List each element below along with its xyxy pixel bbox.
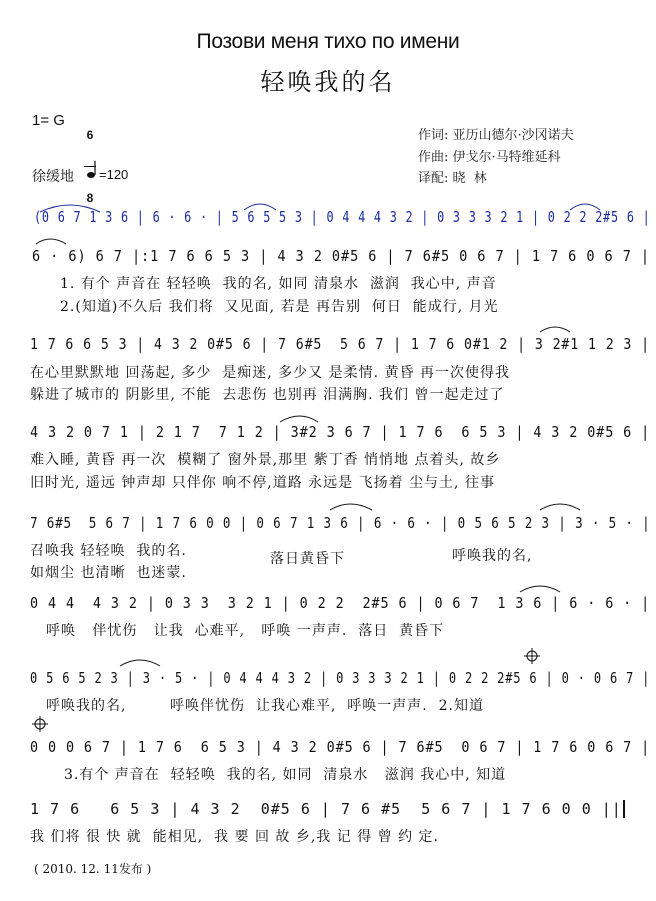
system-5-refrain-1: 落日黄昏下 bbox=[270, 551, 345, 567]
slur-sys4 bbox=[280, 416, 318, 422]
system-5-refrain-2: 呼唤我的名, bbox=[452, 548, 533, 564]
system-5-music: 7 6#5 5 6 7 | 1 7 6 0 0 | 0 6 7 1 3 6 | 6 · 6 · | 0 5 6 5 2 3 | 3 · 5 · | bbox=[30, 514, 651, 532]
lyricist-credit: 作词: 亚历山德尔·沙冈诺夫 bbox=[418, 128, 574, 143]
system-5-lyric-2: 如烟尘 也清晰 也迷蒙. bbox=[30, 565, 187, 581]
system-7-lyric-1: 呼唤我的名, 呼唤伴忧伤 让我心难平, 呼唤一声声. 2.知道 bbox=[46, 698, 485, 714]
system-4-lyric-1: 难入睡, 黄昏 再一次 模糊了 窗外景,那里 紫丁香 悄悄地 点着头, 故乡 bbox=[30, 452, 501, 468]
composer-credit: 作曲: 伊戈尔·马特维延科 bbox=[418, 150, 561, 165]
arranger-credit: 译配: 晓 林 bbox=[418, 171, 487, 186]
meter-bottom: 8 bbox=[86, 191, 94, 205]
slur-sys2 bbox=[36, 239, 66, 244]
tempo-marking: 徐缓地 bbox=[32, 169, 74, 185]
slur-sys3 bbox=[540, 327, 570, 332]
system-7-music: 0 5 6 5 2 3 | 3 · 5 · | 0 4 4 4 3 2 | 0 3 3 3 2 1 | 0 2 2 2#5 6 | 0 · 0 6 7 | bbox=[30, 669, 651, 687]
slur-intro-1 bbox=[40, 205, 100, 212]
slur-sys6 bbox=[520, 586, 560, 592]
system-4-music: 4 3 2 0 7 1 | 2 1 7 7 1 2 | 3#2 3 6 7 | 1 7 6 6 5 3 | 4 3 2 0#5 6 | bbox=[30, 423, 651, 441]
slur-sys5b bbox=[540, 504, 580, 510]
tempo-value: =120 bbox=[99, 167, 129, 182]
system-3-lyric-2: 躲进了城市的 阴影里, 不能 去悲伤 也别再 泪满胸. 我们 曾一起走过了 bbox=[30, 387, 505, 403]
slur-sys5a bbox=[330, 504, 372, 510]
slur-intro-3 bbox=[570, 204, 600, 210]
release-date: ( 2010. 12. 11发布 ) bbox=[34, 862, 152, 876]
system-6-lyric-1: 呼唤 伴忧伤 让我 心难平, 呼唤 一声声. 落日 黄昏下 bbox=[46, 623, 445, 639]
key-signature: 1= G bbox=[32, 112, 65, 129]
system-2-music: 6 · 6) 6 7 |:1 7 6 6 5 3 | 4 3 2 0#5 6 | 7 6#5 0 6 7 | 1 7 6 0 6 7 | bbox=[32, 247, 650, 265]
system-3-lyric-1: 在心里默默地 回荡起, 多少 是痴迷, 多少又 是柔情. 黄昏 再一次使得我 bbox=[30, 365, 510, 381]
title-russian: Позови меня тихо по имени bbox=[196, 30, 460, 53]
system-1-music: (0 6 7 1 3 6 | 6 · 6 · | 5 6 5 5 3 | 0 4 4 4 3 2 | 0 3 3 3 2 1 | 0 2 2 2#5 6 | bbox=[34, 208, 651, 226]
title-chinese: 轻唤我的名 bbox=[260, 68, 396, 96]
system-5-lyric-1: 召唤我 轻轻唤 我的名. bbox=[30, 543, 187, 559]
system-9-lyric-1: 我 们将 很 快 就 能相见, 我 要 回 故 乡,我 记 得 曾 约 定. bbox=[30, 829, 440, 845]
slur-intro-2 bbox=[244, 204, 276, 210]
system-3-music: 1 7 6 6 5 3 | 4 3 2 0#5 6 | 7 6#5 5 6 7 | 1 7 6 0#1 2 | 3 2#1 1 2 3 | bbox=[30, 335, 651, 353]
system-8-lyric-1: 3.有个 声音在 轻轻唤 我的名, 如同 清泉水 滋润 我心中, 知道 bbox=[64, 767, 507, 783]
system-9-music: 1 7 6 6 5 3 | 4 3 2 0#5 6 | 7 6 #5 5 6 7 | 1 7 6 0 0 || bbox=[30, 800, 622, 818]
system-2-lyric-1: 1. 有个 声音在 轻轻唤 我的名, 如同 清泉水 滋润 我心中, 声音 bbox=[60, 276, 497, 292]
system-6-music: 0 4 4 4 3 2 | 0 3 3 3 2 1 | 0 2 2 2#5 6 | 0 6 7 1 3 6 | 6 · 6 · | bbox=[30, 594, 651, 612]
coda-icon bbox=[32, 648, 540, 732]
system-4-lyric-2: 旧时光, 遥远 钟声却 只伴你 响不停,道路 永远是 飞扬着 尘与土, 往事 bbox=[30, 475, 495, 491]
system-8-music: 0 0 0 6 7 | 1 7 6 6 5 3 | 4 3 2 0#5 6 | 7 6#5 0 6 7 | 1 7 6 0 6 7 | bbox=[30, 738, 651, 756]
meter-top: 6 bbox=[86, 128, 94, 142]
system-2-lyric-2: 2.(知道)不久后 我们将 又见面, 若是 再告别 何日 能成行, 月光 bbox=[60, 299, 499, 315]
slur-sys7 bbox=[120, 660, 160, 666]
